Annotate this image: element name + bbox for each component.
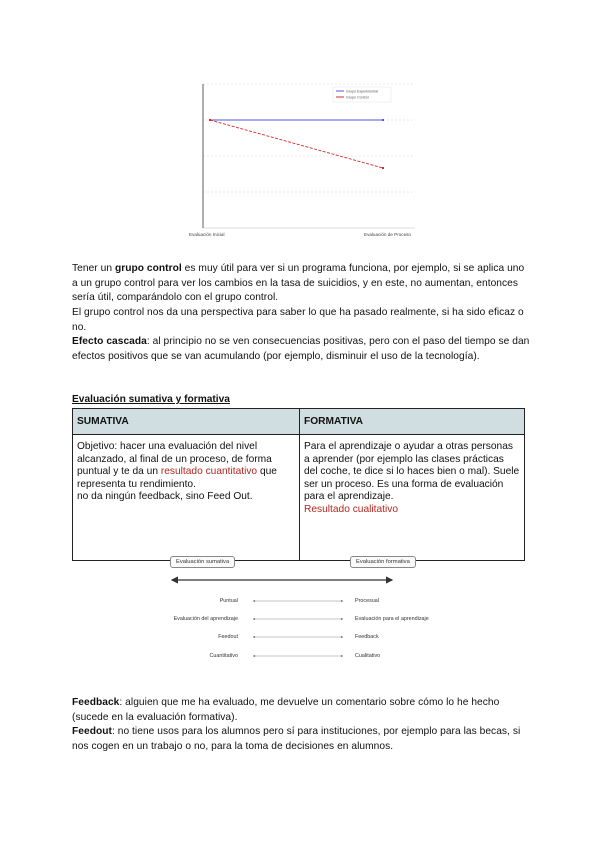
x-tick-label: Evaluación de Proceso bbox=[364, 232, 411, 237]
box-evaluacion-formativa: Evaluación formativa bbox=[350, 556, 416, 568]
data-point bbox=[382, 119, 384, 121]
legend-label: Grupo Experimental bbox=[346, 89, 378, 94]
cell-sumativa: Objetivo: hacer una evaluación del nivel alcanzado, al final de un proceso, de forma puntual y te da un resultado cuantitativo que representa tu rendimiento. no da ningún feedback, sino Feed Out. bbox=[73, 435, 300, 561]
table-header-row bbox=[73, 409, 525, 435]
paragraph-feedout: Feedout: no tiene usos para los alumnos pero sí para instituciones, por ejemplo para las becas, si nos cogen en un trabajo o no, para la toma de decisiones en alumnos. bbox=[72, 726, 521, 752]
paragraph-grupo-control: Tener un grupo control es muy útil para ver si un programa funciona, por ejemplo, si se aplica uno a un grupo control para ver los cambios en la tasa de suicidios, y en este, no aumentan, entonces sería útil, comparándolo con el grupo control. bbox=[72, 263, 525, 304]
comparison-diagram bbox=[150, 552, 450, 667]
chart-series bbox=[209, 119, 384, 169]
chart-x-ticks bbox=[189, 232, 411, 237]
data-point bbox=[209, 119, 211, 121]
data-point bbox=[382, 167, 384, 169]
row-left-label: Puntual bbox=[219, 598, 238, 604]
chart-grid bbox=[203, 84, 415, 228]
row-right-label: Procesual bbox=[355, 598, 379, 604]
term-grupo-control: grupo control bbox=[114, 263, 182, 274]
row-right-label: Feedback bbox=[355, 634, 379, 640]
red-highlight: Resultado cualitativo bbox=[304, 503, 399, 515]
series-line bbox=[210, 120, 383, 168]
term-efecto-cascada: Efecto cascada bbox=[72, 336, 147, 347]
red-highlight: resultado cuantitativo bbox=[160, 466, 258, 478]
header-formativa: FORMATIVA bbox=[300, 409, 525, 435]
row-left-label: Feedout bbox=[218, 634, 238, 640]
cell-formativa: Para el aprendizaje o ayudar a otras personas a aprender (por ejemplo las clases prácticas del coche, te dice si lo haces bien o mal). Suele ser un proceso. Es una forma de evaluación para el aprendizaje. Resultado cualitativo bbox=[300, 435, 525, 561]
box-evaluacion-sumativa: Evaluación sumativa bbox=[170, 556, 235, 568]
row-right-label: Cualitativo bbox=[355, 653, 381, 659]
paragraph-perspectiva: El grupo control nos da una perspectiva para saber lo que ha pasado realmente, si ha sido eficaz o no. bbox=[72, 307, 524, 333]
legend-label: Grupo Control bbox=[346, 95, 369, 100]
x-tick-label: Evaluación Inicial bbox=[189, 232, 225, 237]
comparison-table bbox=[72, 408, 525, 561]
row-left-label: Evaluación del aprendizaje bbox=[173, 616, 238, 622]
row-left-label: Cuantitativo bbox=[209, 653, 238, 659]
chart-legend bbox=[333, 87, 391, 102]
table-row bbox=[73, 435, 525, 561]
paragraph-efecto-cascada: Efecto cascada: al principio no se ven consecuencias positivas, pero con el paso del tiempo se dan efectos positivos que se van acumulando (por ejemplo, disminuir el uso de la tecnología). bbox=[72, 336, 530, 362]
line-chart bbox=[185, 80, 420, 245]
header-sumativa: SUMATIVA bbox=[73, 409, 300, 435]
term-feedout: Feedout bbox=[72, 726, 112, 737]
paragraph-feedback: Feedback: alguien que me ha evaluado, me devuelve un comentario sobre cómo lo he hecho (sucede en la evaluación formativa). bbox=[72, 697, 500, 723]
section-title: Evaluación sumativa y formativa bbox=[72, 394, 230, 405]
term-feedback: Feedback bbox=[72, 697, 120, 708]
row-right-label: Evaluación para el aprendizaje bbox=[355, 616, 429, 622]
